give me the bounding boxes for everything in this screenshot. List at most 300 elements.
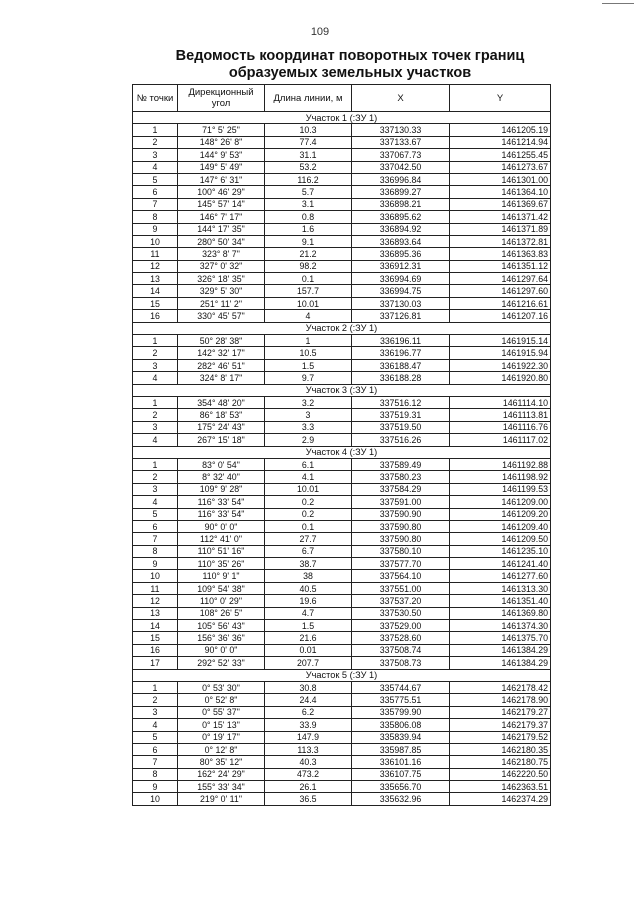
x-cell: 336994.75: [352, 285, 450, 297]
y-cell: 1461351.12: [450, 260, 551, 272]
line-length-cell: 21.2: [265, 248, 352, 260]
direction-angle-cell: 105° 56' 43": [178, 620, 265, 632]
y-cell: 1462180.75: [450, 756, 551, 768]
line-length-cell: 30.8: [265, 681, 352, 693]
document-title: [150, 48, 550, 82]
header-y: Y: [450, 85, 551, 112]
direction-angle-cell: 146° 7' 17": [178, 211, 265, 223]
direction-angle-cell: 145° 57' 14": [178, 198, 265, 210]
x-cell: 336895.62: [352, 211, 450, 223]
table-row: [133, 681, 551, 693]
direction-angle-cell: 110° 9' 1": [178, 570, 265, 582]
table-row: [133, 124, 551, 136]
line-length-cell: 4: [265, 310, 352, 322]
x-cell: 335744.67: [352, 681, 450, 693]
section-label: Участок 4 (:ЗУ 1): [133, 446, 551, 458]
y-cell: 1462179.37: [450, 719, 551, 731]
y-cell: 1461113.81: [450, 409, 551, 421]
table-row: [133, 409, 551, 421]
direction-angle-cell: 0° 55' 37": [178, 706, 265, 718]
x-cell: 336188.47: [352, 359, 450, 371]
header-row: [133, 85, 551, 112]
direction-angle-cell: 155° 33' 34": [178, 781, 265, 793]
point-number-cell: 5: [133, 508, 178, 520]
y-cell: 1461384.29: [450, 657, 551, 669]
x-cell: 337590.90: [352, 508, 450, 520]
direction-angle-cell: 50° 28' 38": [178, 335, 265, 347]
direction-angle-cell: 90° 0' 0": [178, 644, 265, 656]
line-length-cell: 3.2: [265, 396, 352, 408]
point-number-cell: 3: [133, 149, 178, 161]
point-number-cell: 4: [133, 496, 178, 508]
table-row: [133, 335, 551, 347]
x-cell: 336107.75: [352, 768, 450, 780]
point-number-cell: 8: [133, 545, 178, 557]
coordinates-table: [132, 84, 551, 806]
x-cell: 337551.00: [352, 582, 450, 594]
x-cell: 335987.85: [352, 743, 450, 755]
section-label: Участок 5 (:ЗУ 1): [133, 669, 551, 681]
point-number-cell: 2: [133, 409, 178, 421]
line-length-cell: 10.01: [265, 483, 352, 495]
x-cell: 337519.31: [352, 409, 450, 421]
x-cell: 335632.96: [352, 793, 450, 805]
x-cell: 337564.10: [352, 570, 450, 582]
direction-angle-cell: 148° 26' 8": [178, 136, 265, 148]
header-line-length: Длина линии, м: [265, 85, 352, 112]
x-cell: 337519.50: [352, 421, 450, 433]
table-row: [133, 607, 551, 619]
x-cell: 335799.90: [352, 706, 450, 718]
point-number-cell: 1: [133, 335, 178, 347]
direction-angle-cell: 0° 52' 8": [178, 694, 265, 706]
direction-angle-cell: 219° 0' 11": [178, 793, 265, 805]
line-length-cell: 19.6: [265, 595, 352, 607]
table-row: [133, 211, 551, 223]
direction-angle-cell: 0° 12' 8": [178, 743, 265, 755]
y-cell: 1461205.19: [450, 124, 551, 136]
y-cell: 1461920.80: [450, 372, 551, 384]
line-length-cell: 6.1: [265, 458, 352, 470]
point-number-cell: 13: [133, 607, 178, 619]
line-length-cell: 0.01: [265, 644, 352, 656]
y-cell: 1461313.30: [450, 582, 551, 594]
point-number-cell: 14: [133, 620, 178, 632]
x-cell: 336188.28: [352, 372, 450, 384]
y-cell: 1461207.16: [450, 310, 551, 322]
x-cell: 336196.77: [352, 347, 450, 359]
section-row: [133, 384, 551, 396]
y-cell: 1461209.50: [450, 533, 551, 545]
table-row: [133, 545, 551, 557]
table-row: [133, 173, 551, 185]
direction-angle-cell: 330° 45' 57": [178, 310, 265, 322]
direction-angle-cell: 147° 6' 31": [178, 173, 265, 185]
table-row: [133, 359, 551, 371]
y-cell: 1461209.40: [450, 520, 551, 532]
table-row: [133, 694, 551, 706]
line-length-cell: 5.7: [265, 186, 352, 198]
table-row: [133, 285, 551, 297]
y-cell: 1461364.10: [450, 186, 551, 198]
table-row: [133, 471, 551, 483]
line-length-cell: 2.9: [265, 434, 352, 446]
point-number-cell: 9: [133, 558, 178, 570]
line-length-cell: 113.3: [265, 743, 352, 755]
table-row: [133, 198, 551, 210]
direction-angle-cell: 149° 5' 49": [178, 161, 265, 173]
y-cell: 1461114.10: [450, 396, 551, 408]
point-number-cell: 7: [133, 198, 178, 210]
line-length-cell: 3: [265, 409, 352, 421]
direction-angle-cell: 71° 5' 25": [178, 124, 265, 136]
x-cell: 337067.73: [352, 149, 450, 161]
line-length-cell: 4.7: [265, 607, 352, 619]
point-number-cell: 4: [133, 719, 178, 731]
y-cell: 1461192.88: [450, 458, 551, 470]
x-cell: 336996.84: [352, 173, 450, 185]
y-cell: 1461369.80: [450, 607, 551, 619]
direction-angle-cell: 162° 24' 29": [178, 768, 265, 780]
table-row: [133, 508, 551, 520]
y-cell: 1461375.70: [450, 632, 551, 644]
line-length-cell: 36.5: [265, 793, 352, 805]
point-number-cell: 4: [133, 434, 178, 446]
direction-angle-cell: 116° 33' 54": [178, 508, 265, 520]
x-cell: 336101.16: [352, 756, 450, 768]
point-number-cell: 2: [133, 136, 178, 148]
y-cell: 1461273.67: [450, 161, 551, 173]
y-cell: 1462180.35: [450, 743, 551, 755]
direction-angle-cell: 0° 15' 13": [178, 719, 265, 731]
y-cell: 1461199.53: [450, 483, 551, 495]
point-number-cell: 2: [133, 347, 178, 359]
y-cell: 1461297.60: [450, 285, 551, 297]
direction-angle-cell: 108° 26' 5": [178, 607, 265, 619]
line-length-cell: 98.2: [265, 260, 352, 272]
table-row: [133, 235, 551, 247]
point-number-cell: 1: [133, 124, 178, 136]
y-cell: 1462178.90: [450, 694, 551, 706]
point-number-cell: 1: [133, 458, 178, 470]
y-cell: 1461371.42: [450, 211, 551, 223]
line-length-cell: 207.7: [265, 657, 352, 669]
y-cell: 1461255.45: [450, 149, 551, 161]
y-cell: 1461372.81: [450, 235, 551, 247]
point-number-cell: 11: [133, 248, 178, 260]
section-row: [133, 322, 551, 334]
direction-angle-cell: 280° 50' 34": [178, 235, 265, 247]
point-number-cell: 6: [133, 186, 178, 198]
section-label: Участок 3 (:ЗУ 1): [133, 384, 551, 396]
table-row: [133, 273, 551, 285]
direction-angle-cell: 100° 46' 29": [178, 186, 265, 198]
x-cell: 337126.81: [352, 310, 450, 322]
y-cell: 1461235.10: [450, 545, 551, 557]
table-row: [133, 347, 551, 359]
table-row: [133, 620, 551, 632]
y-cell: 1462220.50: [450, 768, 551, 780]
table-row: [133, 310, 551, 322]
x-cell: 337133.67: [352, 136, 450, 148]
direction-angle-cell: 282° 46' 51": [178, 359, 265, 371]
page-number: 109: [310, 26, 330, 38]
x-cell: 336994.69: [352, 273, 450, 285]
title-line-1: Ведомость координат поворотных точек границ: [175, 48, 525, 64]
point-number-cell: 15: [133, 297, 178, 309]
table-row: [133, 520, 551, 532]
point-number-cell: 3: [133, 706, 178, 718]
line-length-cell: 33.9: [265, 719, 352, 731]
table-row: [133, 768, 551, 780]
point-number-cell: 10: [133, 235, 178, 247]
x-cell: 336912.31: [352, 260, 450, 272]
direction-angle-cell: 86° 18' 53": [178, 409, 265, 421]
line-length-cell: 40.5: [265, 582, 352, 594]
y-cell: 1461363.83: [450, 248, 551, 260]
point-number-cell: 15: [133, 632, 178, 644]
x-cell: 337580.23: [352, 471, 450, 483]
table-row: [133, 644, 551, 656]
direction-angle-cell: 267° 15' 18": [178, 434, 265, 446]
direction-angle-cell: 0° 19' 17": [178, 731, 265, 743]
point-number-cell: 5: [133, 731, 178, 743]
corner-mark: [602, 3, 634, 4]
x-cell: 335656.70: [352, 781, 450, 793]
x-cell: 335839.94: [352, 731, 450, 743]
line-length-cell: 27.7: [265, 533, 352, 545]
table-row: [133, 434, 551, 446]
line-length-cell: 1.5: [265, 620, 352, 632]
y-cell: 1462363.51: [450, 781, 551, 793]
header-direction-angle: Дирекционный угол: [178, 85, 265, 112]
point-number-cell: 7: [133, 533, 178, 545]
table-row: [133, 595, 551, 607]
table-row: [133, 781, 551, 793]
table-row: [133, 161, 551, 173]
direction-angle-cell: 109° 9' 28": [178, 483, 265, 495]
line-length-cell: 77.4: [265, 136, 352, 148]
line-length-cell: 6.2: [265, 706, 352, 718]
line-length-cell: 26.1: [265, 781, 352, 793]
x-cell: 336898.21: [352, 198, 450, 210]
point-number-cell: 1: [133, 681, 178, 693]
line-length-cell: 147.9: [265, 731, 352, 743]
line-length-cell: 10.3: [265, 124, 352, 136]
point-number-cell: 13: [133, 273, 178, 285]
y-cell: 1461297.64: [450, 273, 551, 285]
line-length-cell: 157.7: [265, 285, 352, 297]
y-cell: 1461371.89: [450, 223, 551, 235]
y-cell: 1462179.52: [450, 731, 551, 743]
header-point-number: № точки: [133, 85, 178, 112]
direction-angle-cell: 292° 52' 33": [178, 657, 265, 669]
x-cell: 336894.92: [352, 223, 450, 235]
table-row: [133, 793, 551, 805]
point-number-cell: 6: [133, 743, 178, 755]
point-number-cell: 3: [133, 483, 178, 495]
y-cell: 1461277.60: [450, 570, 551, 582]
x-cell: 337577.70: [352, 558, 450, 570]
y-cell: 1461209.00: [450, 496, 551, 508]
table-row: [133, 570, 551, 582]
x-cell: 335775.51: [352, 694, 450, 706]
direction-angle-cell: 326° 18' 35": [178, 273, 265, 285]
line-length-cell: 1: [265, 335, 352, 347]
line-length-cell: 0.2: [265, 508, 352, 520]
table-row: [133, 706, 551, 718]
point-number-cell: 16: [133, 310, 178, 322]
direction-angle-cell: 323° 8' 7": [178, 248, 265, 260]
table-row: [133, 297, 551, 309]
direction-angle-cell: 110° 35' 26": [178, 558, 265, 570]
y-cell: 1462179.27: [450, 706, 551, 718]
point-number-cell: 16: [133, 644, 178, 656]
point-number-cell: 1: [133, 396, 178, 408]
x-cell: 337516.26: [352, 434, 450, 446]
table-row: [133, 558, 551, 570]
x-cell: 337130.03: [352, 297, 450, 309]
line-length-cell: 40.3: [265, 756, 352, 768]
point-number-cell: 17: [133, 657, 178, 669]
line-length-cell: 3.1: [265, 198, 352, 210]
direction-angle-cell: 144° 17' 35": [178, 223, 265, 235]
point-number-cell: 12: [133, 595, 178, 607]
table-row: [133, 421, 551, 433]
point-number-cell: 7: [133, 756, 178, 768]
line-length-cell: 9.7: [265, 372, 352, 384]
x-cell: 337580.10: [352, 545, 450, 557]
x-cell: 337508.74: [352, 644, 450, 656]
point-number-cell: 2: [133, 471, 178, 483]
y-cell: 1461374.30: [450, 620, 551, 632]
line-length-cell: 116.2: [265, 173, 352, 185]
point-number-cell: 10: [133, 570, 178, 582]
line-length-cell: 6.7: [265, 545, 352, 557]
x-cell: 336893.64: [352, 235, 450, 247]
section-row: [133, 446, 551, 458]
table-row: [133, 372, 551, 384]
y-cell: 1462178.42: [450, 681, 551, 693]
title-line-2: образуемых земельных участков: [228, 65, 472, 81]
line-length-cell: 10.5: [265, 347, 352, 359]
x-cell: 337508.73: [352, 657, 450, 669]
y-cell: 1462374.29: [450, 793, 551, 805]
x-cell: 337530.50: [352, 607, 450, 619]
line-length-cell: 9.1: [265, 235, 352, 247]
y-cell: 1461241.40: [450, 558, 551, 570]
line-length-cell: 3.3: [265, 421, 352, 433]
point-number-cell: 14: [133, 285, 178, 297]
direction-angle-cell: 142° 32' 17": [178, 347, 265, 359]
direction-angle-cell: 156° 36' 36": [178, 632, 265, 644]
direction-angle-cell: 324° 8' 17": [178, 372, 265, 384]
table-row: [133, 731, 551, 743]
y-cell: 1461214.94: [450, 136, 551, 148]
table-row: [133, 396, 551, 408]
direction-angle-cell: 116° 33' 54": [178, 496, 265, 508]
x-cell: 337529.00: [352, 620, 450, 632]
line-length-cell: 38.7: [265, 558, 352, 570]
y-cell: 1461369.67: [450, 198, 551, 210]
table-row: [133, 260, 551, 272]
section-row: [133, 112, 551, 124]
point-number-cell: 3: [133, 421, 178, 433]
line-length-cell: 4.1: [265, 471, 352, 483]
line-length-cell: 24.4: [265, 694, 352, 706]
point-number-cell: 6: [133, 520, 178, 532]
x-cell: 337584.29: [352, 483, 450, 495]
point-number-cell: 10: [133, 793, 178, 805]
direction-angle-cell: 112° 41' 0": [178, 533, 265, 545]
direction-angle-cell: 83° 0' 54": [178, 458, 265, 470]
line-length-cell: 53.2: [265, 161, 352, 173]
x-cell: 337590.80: [352, 533, 450, 545]
y-cell: 1461216.61: [450, 297, 551, 309]
direction-angle-cell: 0° 53' 30": [178, 681, 265, 693]
line-length-cell: 473.2: [265, 768, 352, 780]
section-label: Участок 2 (:ЗУ 1): [133, 322, 551, 334]
table-row: [133, 186, 551, 198]
direction-angle-cell: 327° 0' 32": [178, 260, 265, 272]
point-number-cell: 5: [133, 173, 178, 185]
table-row: [133, 582, 551, 594]
table-row: [133, 483, 551, 495]
line-length-cell: 0.1: [265, 273, 352, 285]
line-length-cell: 0.1: [265, 520, 352, 532]
x-cell: 337591.00: [352, 496, 450, 508]
table-row: [133, 496, 551, 508]
point-number-cell: 9: [133, 223, 178, 235]
direction-angle-cell: 329° 5' 30": [178, 285, 265, 297]
direction-angle-cell: 251° 11' 2": [178, 297, 265, 309]
y-cell: 1461384.29: [450, 644, 551, 656]
direction-angle-cell: 144° 9' 53": [178, 149, 265, 161]
table-row: [133, 743, 551, 755]
point-number-cell: 4: [133, 161, 178, 173]
y-cell: 1461301.00: [450, 173, 551, 185]
point-number-cell: 11: [133, 582, 178, 594]
table-row: [133, 756, 551, 768]
direction-angle-cell: 354° 48' 20": [178, 396, 265, 408]
y-cell: 1461116.76: [450, 421, 551, 433]
line-length-cell: 21.6: [265, 632, 352, 644]
x-cell: 337589.49: [352, 458, 450, 470]
table-row: [133, 533, 551, 545]
table-row: [133, 149, 551, 161]
y-cell: 1461209.20: [450, 508, 551, 520]
section-row: [133, 669, 551, 681]
direction-angle-cell: 8° 32' 40": [178, 471, 265, 483]
table-row: [133, 458, 551, 470]
direction-angle-cell: 110° 0' 29": [178, 595, 265, 607]
point-number-cell: 8: [133, 768, 178, 780]
y-cell: 1461915.14: [450, 335, 551, 347]
table-row: [133, 136, 551, 148]
line-length-cell: 38: [265, 570, 352, 582]
x-cell: 336895.36: [352, 248, 450, 260]
point-number-cell: 8: [133, 211, 178, 223]
x-cell: 337042.50: [352, 161, 450, 173]
table-row: [133, 657, 551, 669]
direction-angle-cell: 90° 0' 0": [178, 520, 265, 532]
table-row: [133, 248, 551, 260]
y-cell: 1461351.40: [450, 595, 551, 607]
direction-angle-cell: 109° 54' 38": [178, 582, 265, 594]
coordinates-sheet: [132, 84, 550, 806]
line-length-cell: 0.8: [265, 211, 352, 223]
line-length-cell: 31.1: [265, 149, 352, 161]
